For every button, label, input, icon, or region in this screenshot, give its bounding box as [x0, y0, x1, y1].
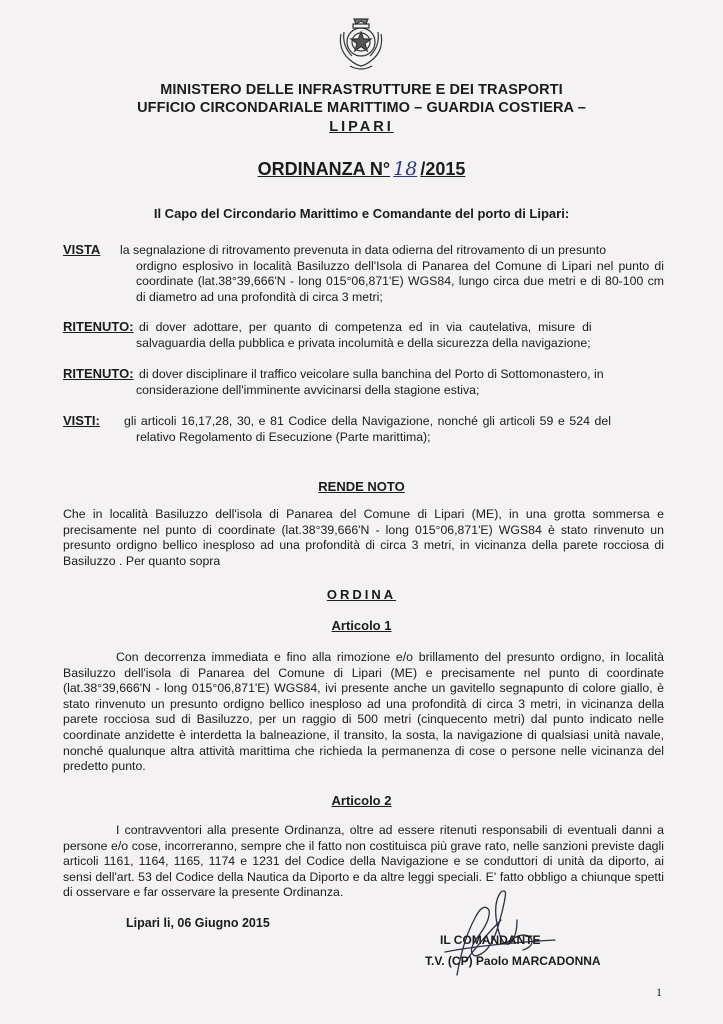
article-title: Articolo 2 [331, 793, 392, 808]
rende-noto-text: Che in località Basiluzzo dell'isola di Panarea del Comune di Lipari (ME), in una grotta sommersa e precisamente nel punto di coordinate (lat.38°39,666'N - long 015°06,871'E) WGS84 è stato rinvenuto un presunto ordigno bellico inesploso ad una profondità di circa 3 metri, in vicinanza della parete rocciosa di Basiluzzo . Per quanto sopra [63, 507, 664, 568]
ordina-heading: ORDINA [326, 587, 397, 602]
article-text: Con decorrenza immediata e fino alla rimozione e/o brillamento del presunto ordigno, in località Basiluzzo dell'isola di Panarea del Comune di Lipari (ME) e precisamente nel punto di coordinate (lat.38°39,666'N - long 015°06,871'E) WGS84, ivi presente anche un gavitello segnapunto di colore giallo, è stato rinvenuto un presunto ordigno bellico inesploso ad una profondità di circa 3 metri, in vicinanza della parete rocciosa sud di Basiluzzo, per un raggio di 500 metri (cinquecento metri) dal punto indicato nelle coordinate anzidette è interdetta la balneazione, il transito, la sosta, la navigazione di qualsiasi unità navale, nonché qualunque altra attività marittima che richieda la permanenza di cose o persone nelle vicinanza del predetto punto. [63, 650, 664, 774]
premise-label-vista: VISTA [63, 242, 101, 257]
ordinance-title [0, 158, 723, 180]
ministry-title: MINISTERO DELLE INFRASTRUTTURE E DEI TRASPORTI [160, 82, 563, 98]
premise-label-ritenuto: RITENUTO: [63, 319, 134, 334]
issuing-authority: Il Capo del Circondario Marittimo e Comandante del porto di Lipari: [153, 206, 570, 221]
ordinance-year: /2015 [420, 159, 466, 179]
page-number: 1 [656, 985, 662, 999]
premise-text-first: di dover disciplinare il traffico veicolare sulla banchina del Porto di Sottomonastero, in [139, 367, 604, 381]
premise-text-first: la segnalazione di ritrovamento prevenuta in data odierna del ritrovamento di un presunto [120, 243, 607, 257]
rende-noto-heading: RENDE NOTO [318, 479, 405, 494]
premise-text-rest: ordigno esplosivo in località Basiluzzo dell'Isola di Panarea del Comune di Lipari nel punto di coordinate (lat.38°39,666'N - long 015°06,871'E) WGS84, lungo circa due metri e di 80-100 cm di diametro ad una profondità di circa 3 metri; [136, 258, 664, 304]
article-title: Articolo 1 [331, 618, 392, 633]
ordinance-number: 18 [393, 158, 418, 180]
ordinance-prefix: ORDINANZA N° [257, 159, 391, 179]
premise-text-rest: relativo Regolamento di Esecuzione (Parte marittima); [136, 429, 431, 444]
premise-label-visti: VISTI: [63, 413, 100, 428]
premise-text-rest: considerazione dell'imminente avvicinarsi della stagione estiva; [136, 382, 480, 397]
premise-label-ritenuto: RITENUTO: [63, 366, 134, 381]
place-date: Lipari li, 06 Giugno 2015 [126, 916, 270, 930]
signer-title: IL COMANDANTE [440, 933, 541, 947]
article-text: I contravventori alla presente Ordinanza, oltre ad essere ritenuti responsabili di eventuali danni a persone e/o cose, incorreranno, sempre che il fatto non costituisca più grave rato, nelle sanzioni previste dagli articoli 1161, 1164, 1165, 1174 e 1231 del Codice della Navigazione e se conduttori di unità da diporto, ai sensi dell'art. 53 del Codice della Nautica da Diporto e da altre leggi speciali. E' fatto obbligo a chiunque spetti di osservare e far osservare la presente Ordinanza. [63, 823, 664, 900]
office-title: UFFICIO CIRCONDARIALE MARITTIMO – GUARDIA COSTIERA – [137, 100, 586, 116]
premise-text-rest: salvaguardia della pubblica e privata incolumità e della sicurezza della navigazione; [136, 335, 591, 350]
republic-emblem-icon [336, 16, 386, 72]
premise-text-first: di dover adottare, per quanto di competenza ed in via cautelativa, misure di [139, 320, 592, 334]
signer-name: T.V. (CP) Paolo MARCADONNA [425, 954, 601, 968]
premise-text-first: gli articoli 16,17,28, 30, e 81 Codice della Navigazione, nonché gli articoli 59 e 524 del [124, 414, 611, 428]
office-location: LIPARI [329, 119, 394, 135]
